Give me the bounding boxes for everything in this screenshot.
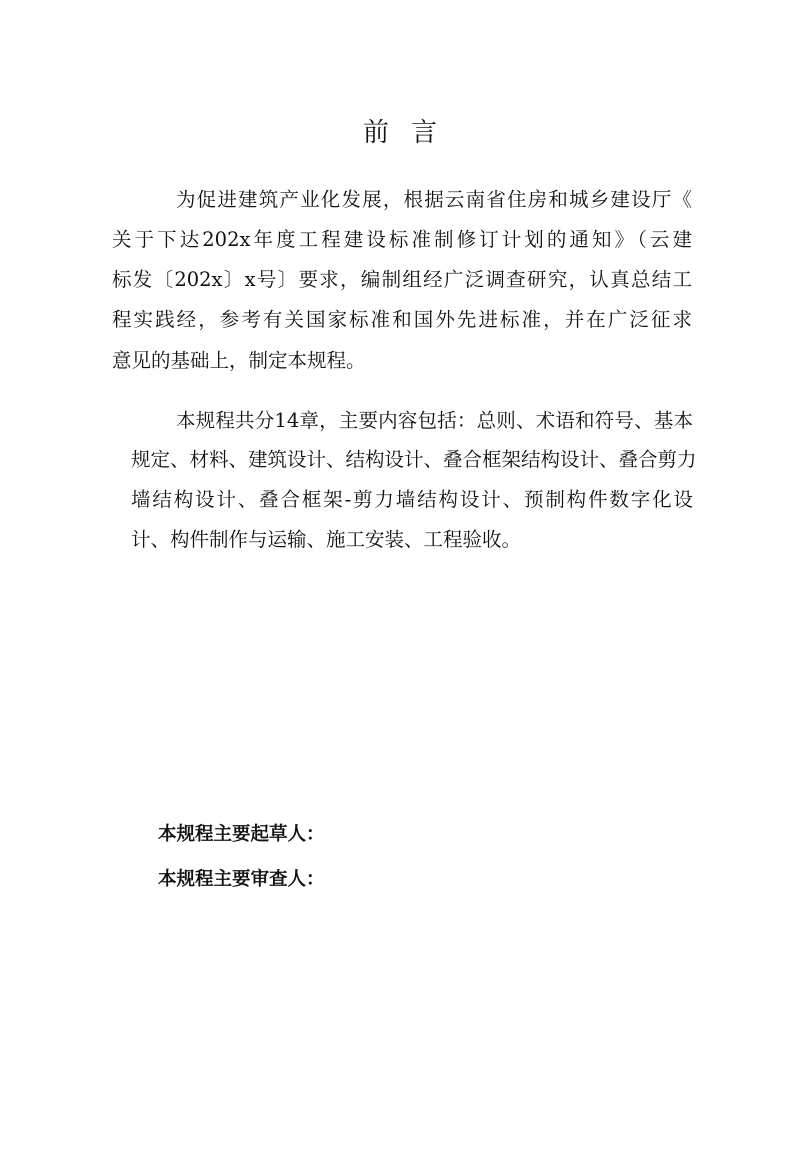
reviewers-label: 本规程主要审查人：: [158, 869, 325, 890]
text-line: 标发〔202x〕x号〕要求，编制组经广泛调查研究，认真总结工: [112, 268, 692, 291]
text-line: 计、构件制作与运输、施工安装、工程验收。: [131, 528, 522, 551]
text-line: 墙结构设计、叠合框架-剪力墙结构设计、预制构件数字化设: [131, 488, 693, 511]
text-line: 关于下达202x年度工程建设标准制修订计划的通知》（云建: [112, 228, 692, 251]
text-line: 为促进建筑产业化发展，根据云南省住房和城乡建设厅《: [176, 188, 692, 211]
text-line: 本规程共分14章，主要内容包括：总则、术语和符号、基本: [176, 409, 693, 432]
text-line: 规定、材料、建筑设计、结构设计、叠合框架结构设计、叠合剪力: [131, 448, 697, 471]
drafters-label: 本规程主要起草人：: [158, 824, 325, 845]
text-line: 意见的基础上，制定本规程。: [112, 349, 366, 372]
page-title: 前言: [362, 118, 459, 148]
text-line: 程实践经，参考有关国家标准和国外先进标准，并在广泛征求: [112, 308, 692, 331]
